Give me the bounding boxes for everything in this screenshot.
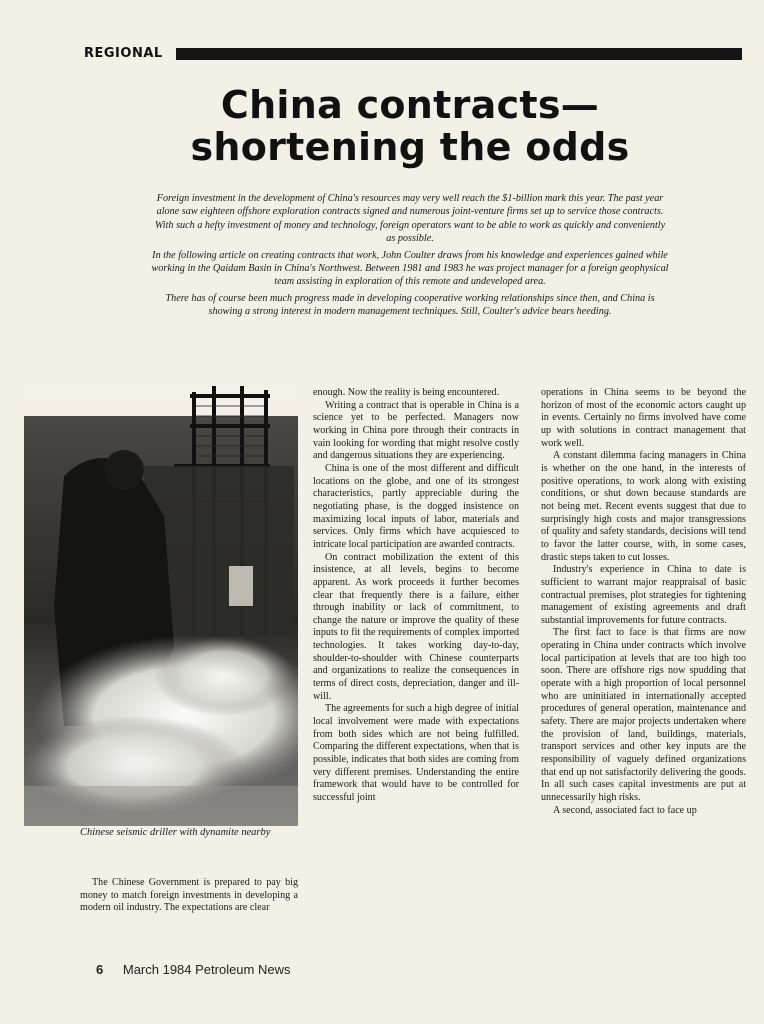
article-column-3 <box>541 387 746 817</box>
body-paragraph: The first fact to face is that firms are now operating in China under contracts which involve local participation at levels that are too high too soon. There are offshore rigs now spudding that operate with a high proportion of local personnel who are uninitiated in internationally accepted procedures of general operation, maintenance and safety. There are major projects undertaken where the provision of land, buildings, materials, transport services and other key inputs are the responsibility of vaguely defined organizations that end up not satisfactorily delivering the goods. In all such cases capital investments are put at unnecessarily high risks. <box>541 627 746 803</box>
page-footer <box>96 962 291 977</box>
article-column-1 <box>80 877 298 915</box>
body-paragraph: The Chinese Government is prepared to pay big money to match foreign investments in developing a modern oil industry. The expectations are clear <box>80 877 298 914</box>
section-label: REGIONAL <box>84 46 163 61</box>
deck-paragraph: There has of course been much progress made in developing cooperative working relationships since then, and China is showing a strong interest in modern management techniques. Still, Coulter's advice bears heeding. <box>165 292 655 318</box>
body-paragraph: Writing a contract that is operable in China is a science yet to be perfected. Managers now working in China pore through their contracts in vain looking for wording that might resolve costly and dangerous situations they are experiencing. <box>313 399 519 462</box>
section-header <box>84 46 742 62</box>
headline-line-1: China contracts— <box>220 83 600 127</box>
seismic-driller-photo <box>24 386 298 826</box>
headline <box>100 84 720 168</box>
body-paragraph: operations in China seems to be beyond the horizon of most of the economic actors caught up in events. Certainly no firms involved have come up with solutions in contract management that work well. <box>541 387 746 449</box>
section-rule <box>176 48 742 60</box>
article-deck <box>150 192 670 322</box>
body-paragraph: A constant dilemma facing managers in China is whether on the one hand, in the interests of positive operations, to work along with existing conditions, or shut down because standards are not being met. Recent events suggest that due to surprisingly high costs and major transgressions of quality and safety standards, decisions will tend to favor the latter course, with, in some cases, drastic steps taken to cut losses. <box>541 450 746 563</box>
body-paragraph: China is one of the most different and difficult locations on the globe, and one of its strongest characteristics, partly appreciable during the negotiating phase, is the dogged insistence on maximizing local inputs of labor, materials and services. Only firms which have acquiesced to intricate local participation are awarded contracts. <box>313 462 519 550</box>
article-photo <box>24 386 298 826</box>
body-paragraph: enough. Now the reality is being encountered. <box>313 387 500 398</box>
body-paragraph: On contract mobilization the extent of this insistence, at all levels, begins to become apparent. As work proceeds it further becomes clear that frequently there is a failure, either through inability or lack of commitment, to change the nature or improve the quality of these inputs to fit the requirements of complex imported technologies. It takes working day-to-day, shoulder-to-shoulder with Chinese counterparts and organizations to realize the consequences in terms of direct costs, depreciation, danger and ill-will. <box>313 551 519 702</box>
deck-paragraph: In the following article on creating contracts that work, John Coulter draws from his knowledge and experiences gained while working in the Qaidam Basin in China's Northwest. Between 1981 and 1983 he was project manager for a foreign geophysical team assisting in exploration of this remote and undeveloped area. <box>151 249 669 288</box>
headline-line-2: shortening the odds <box>190 125 630 169</box>
article-column-2 <box>313 387 519 805</box>
page-number: 6 <box>96 962 104 977</box>
body-paragraph: A second, associated fact to face up <box>553 804 697 816</box>
issue-line: March 1984 Petroleum News <box>122 962 291 977</box>
body-paragraph: The agreements for such a high degree of initial local involvement were made with expectations from both sides which are not being fulfilled. Comparing the different expectations, when that is possible, indicates that both sides are coming from very different premises. Understanding the entire framework that would have to be controlled for successful joint <box>313 703 519 803</box>
photo-caption: Chinese seismic driller with dynamite nearby <box>80 827 271 838</box>
deck-paragraph: Foreign investment in the development of China's resources may very well reach the $1-billion mark this year. The past year alone saw eighteen offshore exploration contracts signed and numerous joint-venture firms set up to service those contracts. With such a hefty investment of money and technology, foreign operators want to be able to work as quickly and conveniently as possible. <box>154 193 666 245</box>
body-paragraph: Industry's experience in China to date is sufficient to warrant major reappraisal of basic contractual premises, plot strategies for tightening management of existing agreements and draft substantial improvements for future contracts. <box>541 564 746 626</box>
